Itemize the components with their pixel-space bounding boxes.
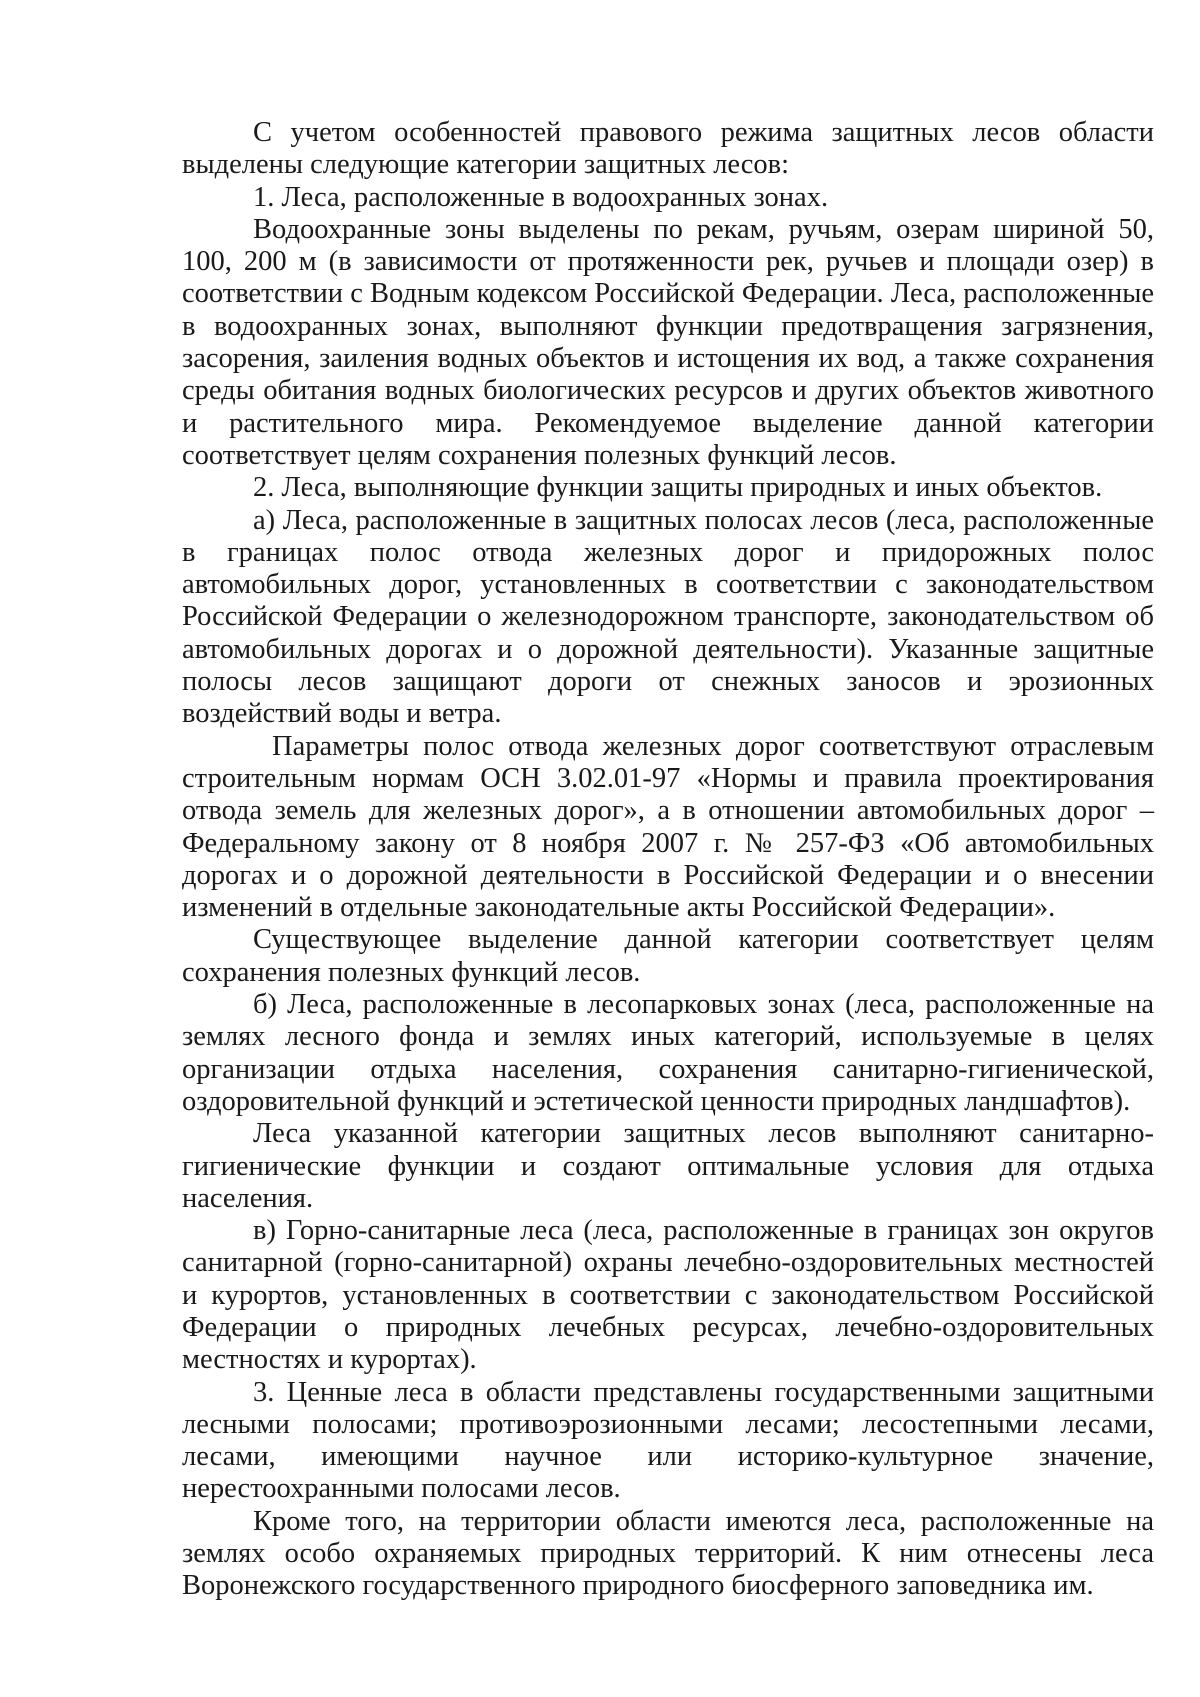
paragraph-intro: С учетом особенностей правового режима защитных лесов области выделены следующие категории защитных лесов: [182, 117, 1154, 181]
paragraph-existing-allocation: Существующее выделение данной категории соответствует целям сохранения полезных функций лесов. [182, 924, 1154, 988]
document-page [182, 117, 1154, 1603]
paragraph-right-of-way-parameters: Параметры полос отвода железных дорог соответствуют отраслевым строительным нормам ОСН 3.02.01-97 «Нормы и правила проектирования отвода земель для железных дорог», а в отношении автомобильных дорог – Федеральному закону от 8 ноября 2007 г. № 257-ФЗ «Об автомобильных дорогах и о дорожной деятельности в Российской Федерации и о внесении изменений в отдельные законодательные акты Российской Федерации». [182, 730, 1154, 924]
paragraph-category-3-valuable-forests: 3. Ценные леса в области представлены государственными защитными лесными полосами; противоэрозионными лесами; лесостепными лесами, лесами, имеющими научное или историко-культурное значение, нерестоохранными полосами лесов. [182, 1376, 1154, 1505]
paragraph-protective-strips: а) Леса, расположенные в защитных полосах лесов (леса, расположенные в границах полос отвода железных дорог и придорожных полос автомобильных дорог, установленных в соответствии с законодательством Российской Федерации о железнодорожном транспорте, законодательством об автомобильных дорогах и о дорожной деятельности). Указанные защитные полосы лесов защищают дороги от снежных заносов и эрозионных воздействий воды и ветра. [182, 504, 1154, 730]
paragraph-category-1-heading: 1. Леса, расположенные в водоохранных зонах. [253, 181, 829, 213]
paragraph-protected-territories: Кроме того, на территории области имеются леса, расположенные на землях особо охраняемых природных территорий. К ним отнесены леса Воронежского государственного природного биосферного заповедника им. [182, 1505, 1154, 1602]
paragraph-sanitary-functions: Леса указанной категории защитных лесов выполняют санитарно-гигиенические функции и создают оптимальные условия для отдыха населения. [182, 1118, 1154, 1214]
paragraph-forest-park-zones: б) Леса, расположенные в лесопарковых зонах (леса, расположенные на землях лесного фонда и землях иных категорий, используемые в целях организации отдыха населения, сохранения санитарно-гигиенической, оздоровительной функций и эстетической ценности природных ландшафтов). [182, 989, 1154, 1117]
paragraph-mountain-sanitary-forests: в) Горно-санитарные леса (леса, расположенные в границах зон округов санитарной (горно-санитарной) охраны лечебно-оздоровительных местностей и курортов, установленных в соответствии с законодательством Российской Федерации о природных лечебных ресурсах, лечебно-оздоровительных местностях и курортах). [182, 1215, 1154, 1376]
paragraph-water-protection-zones: Водоохранные зоны выделены по рекам, ручьям, озерам шириной 50, 100, 200 м (в зависимости от протяженности рек, ручьев и площади озер) в соответствии с Водным кодексом Российской Федерации. Леса, расположенные в водоохранных зонах, выполняют функции предотвращения загрязнения, засорения, заиления водных объектов и истощения их вод, а также сохранения среды обитания водных биологических ресурсов и других объектов животного и растительного мира. Рекомендуемое выделение данной категории соответствует целям сохранения полезных функций лесов. [182, 213, 1154, 471]
paragraph-category-2-heading: 2. Леса, выполняющие функции защиты природных и иных объектов. [253, 472, 1103, 504]
